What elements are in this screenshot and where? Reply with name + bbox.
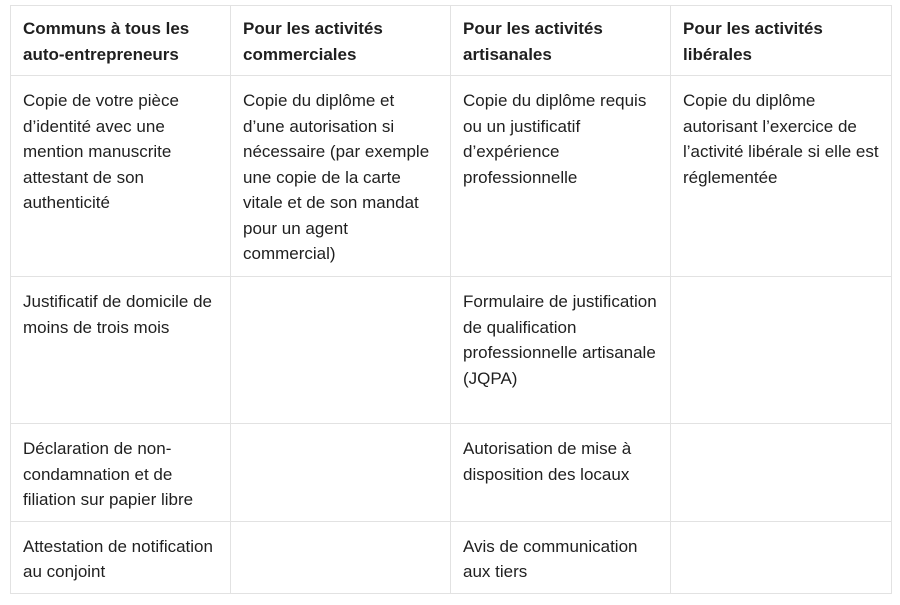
table-row (11, 277, 892, 424)
table-row (11, 521, 892, 593)
table-cell: Autorisation de mise à disposition des locaux (451, 424, 671, 522)
table-cell (231, 424, 451, 522)
table-cell: Copie du diplôme requis ou un justificatif d’expérience professionnelle (451, 76, 671, 277)
table-cell (231, 521, 451, 593)
table-cell (671, 424, 892, 522)
table-cell: Copie du diplôme et d’une autorisation si nécessaire (par exemple une copie de la carte vitale et de son mandat pour un agent commercial) (231, 76, 451, 277)
table-cell (231, 277, 451, 424)
table-row (11, 76, 892, 277)
table-cell: Avis de communication aux tiers (451, 521, 671, 593)
documents-table (10, 5, 892, 594)
table-cell: Copie de votre pièce d’identité avec une mention manuscrite attestant de son authenticité (11, 76, 231, 277)
header-liberal: Pour les activités libérales (671, 6, 892, 76)
header-artisanal: Pour les activités artisanales (451, 6, 671, 76)
table-row (11, 424, 892, 522)
header-row (11, 6, 892, 76)
table-cell: Justificatif de domicile de moins de trois mois (11, 277, 231, 424)
header-commercial: Pour les activités commerciales (231, 6, 451, 76)
table-cell: Formulaire de justification de qualification professionnelle artisanale (JQPA) (451, 277, 671, 424)
table-cell: Attestation de notification au conjoint (11, 521, 231, 593)
table-cell (671, 521, 892, 593)
table-cell: Déclaration de non-condamnation et de filiation sur papier libre (11, 424, 231, 522)
table-cell (671, 277, 892, 424)
header-common: Communs à tous les auto-entrepreneurs (11, 6, 231, 76)
table-cell: Copie du diplôme autorisant l’exercice de l’activité libérale si elle est réglementée (671, 76, 892, 277)
